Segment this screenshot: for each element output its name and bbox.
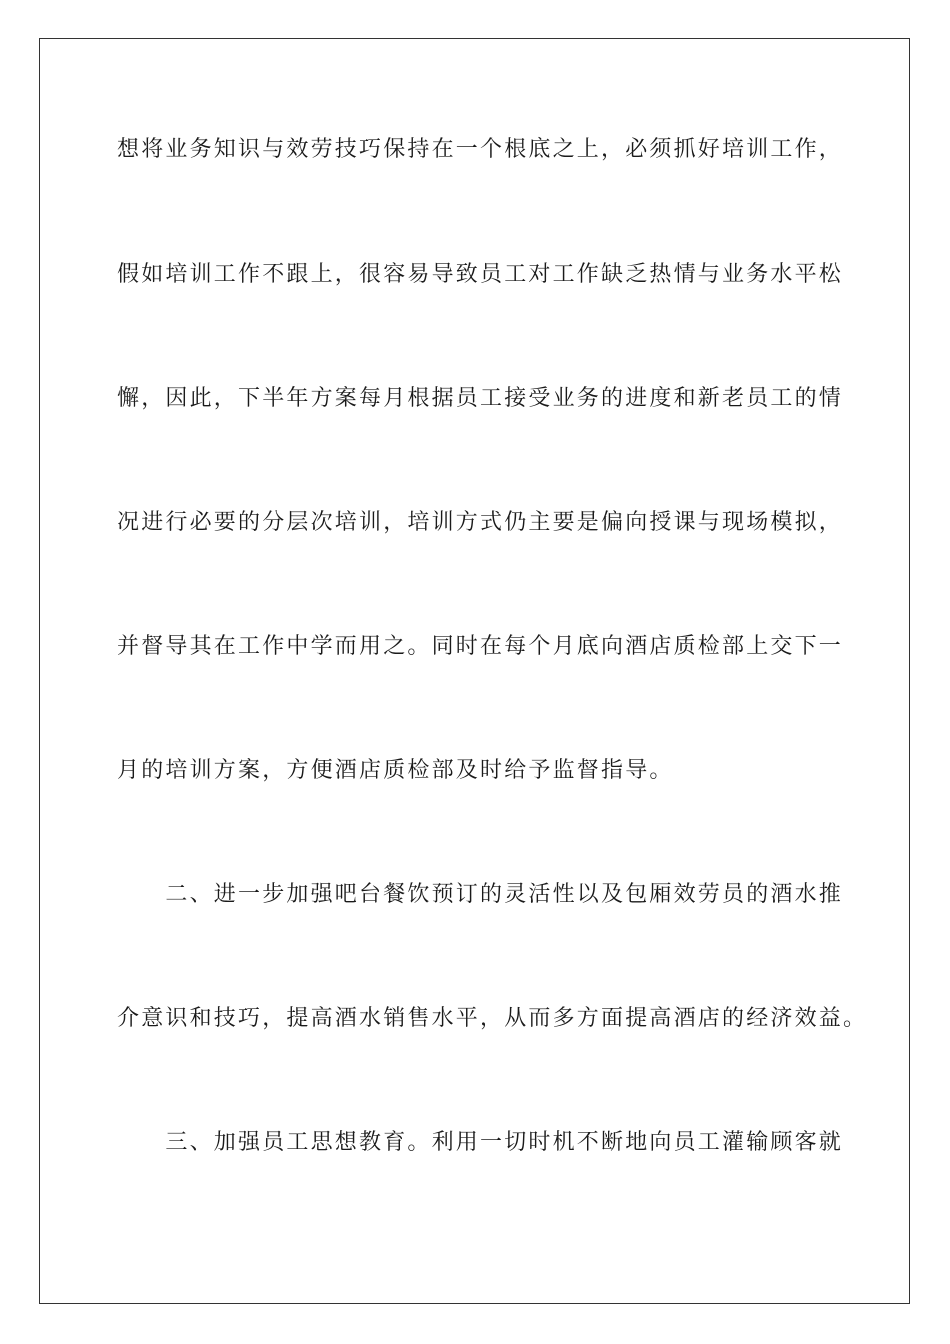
text-line-5: 并督导其在工作中学而用之。同时在每个月底向酒店质检部上交下一: [117, 634, 844, 659]
text-line-4: 况进行必要的分层次培训，培训方式仍主要是偏向授课与现场模拟，: [117, 510, 844, 535]
text-line-9: 三、加强员工思想教育。利用一切时机不断地向员工灌输顾客就: [117, 1130, 844, 1155]
page-frame: [39, 38, 910, 1304]
text-line-2: 假如培训工作不跟上，很容易导致员工对工作缺乏热情与业务水平松: [117, 262, 844, 287]
text-line-6: 月的培训方案，方便酒店质检部及时给予监督指导。: [117, 758, 674, 783]
text-line-8: 介意识和技巧，提高酒水销售水平，从而多方面提高酒店的经济效益。: [117, 1006, 868, 1031]
text-line-3: 懈，因此，下半年方案每月根据员工接受业务的进度和新老员工的情: [117, 386, 844, 411]
text-line-7: 二、进一步加强吧台餐饮预订的灵活性以及包厢效劳员的酒水推: [117, 882, 844, 907]
text-line-1: 想将业务知识与效劳技巧保持在一个根底之上，必须抓好培训工作，: [117, 137, 844, 162]
